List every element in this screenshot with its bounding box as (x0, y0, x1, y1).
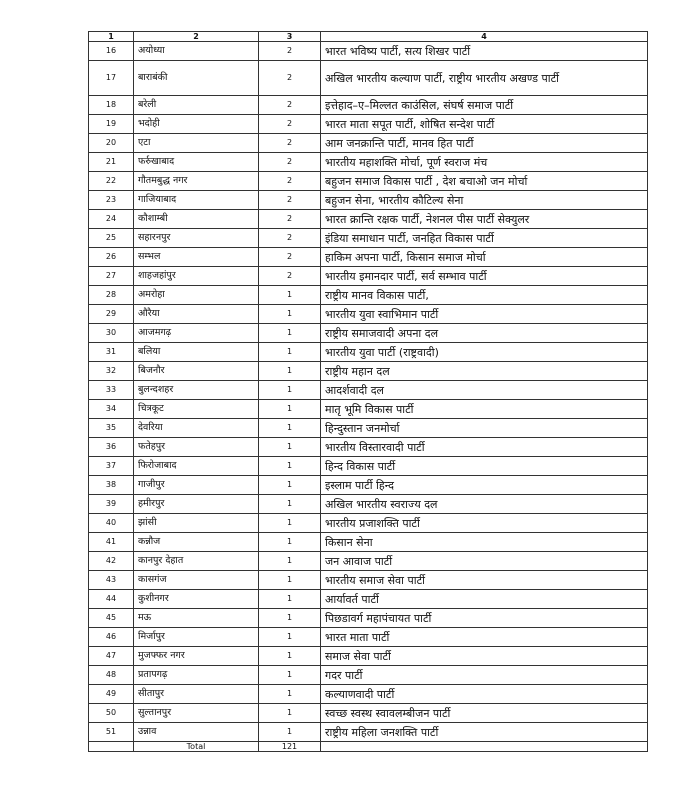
party-count-cell: 1 (259, 305, 321, 324)
table-row (89, 628, 648, 647)
table-row (89, 172, 648, 191)
serial-number-cell: 36 (89, 438, 134, 457)
table-row (89, 647, 648, 666)
party-count-cell: 2 (259, 229, 321, 248)
party-count-cell: 2 (259, 96, 321, 115)
party-count-cell: 1 (259, 324, 321, 343)
serial-number-cell: 16 (89, 42, 134, 61)
serial-number-cell: 49 (89, 685, 134, 704)
district-cell: कानपुर देहात (134, 552, 259, 571)
party-count-cell: 1 (259, 533, 321, 552)
serial-number-cell: 45 (89, 609, 134, 628)
total-empty-cell (89, 742, 134, 752)
party-count-cell: 1 (259, 628, 321, 647)
serial-number-cell: 27 (89, 267, 134, 286)
table-row (89, 362, 648, 381)
column-header-1: 1 (89, 32, 134, 42)
party-count-cell: 1 (259, 609, 321, 628)
district-cell: एटा (134, 134, 259, 153)
table-row (89, 229, 648, 248)
table-row (89, 343, 648, 362)
party-count-cell: 1 (259, 704, 321, 723)
party-names-cell: इत्तेहाद–ए–मिल्लत काउंसिल, संघर्ष समाज पार्टी (321, 96, 648, 115)
district-cell: बाराबंकी (134, 61, 259, 96)
total-empty-cell (321, 742, 648, 752)
serial-number-cell: 28 (89, 286, 134, 305)
serial-number-cell: 43 (89, 571, 134, 590)
serial-number-cell: 50 (89, 704, 134, 723)
party-names-cell: भारतीय महाशक्ति मोर्चा, पूर्ण स्वराज मंच (321, 153, 648, 172)
district-cell: गाजीपुर (134, 476, 259, 495)
district-cell: मुजफ्फर नगर (134, 647, 259, 666)
serial-number-cell: 22 (89, 172, 134, 191)
party-names-cell: राष्ट्रीय महिला जनशक्ति पार्टी (321, 723, 648, 742)
party-names-cell: अखिल भारतीय स्वराज्य दल (321, 495, 648, 514)
party-count-cell: 1 (259, 343, 321, 362)
table-row (89, 514, 648, 533)
party-names-cell: गदर पार्टी (321, 666, 648, 685)
district-cell: कुशीनगर (134, 590, 259, 609)
party-names-cell: पिछडावर्ग महापंचायत पार्टी (321, 609, 648, 628)
party-names-cell: इंडिया समाधान पार्टी, जनहित विकास पार्टी (321, 229, 648, 248)
party-names-cell: भारतीय युवा पार्टी (राष्ट्रवादी) (321, 343, 648, 362)
party-names-cell: भारत माता सपूत पार्टी, शोषित सन्देश पार्टी (321, 115, 648, 134)
district-cell: चित्रकूट (134, 400, 259, 419)
serial-number-cell: 25 (89, 229, 134, 248)
party-names-cell: अखिल भारतीय कल्याण पार्टी, राष्ट्रीय भारतीय अखण्ड पार्टी (321, 61, 648, 96)
party-names-cell: आम जनक्रान्ति पार्टी, मानव हित पार्टी (321, 134, 648, 153)
table-row (89, 286, 648, 305)
district-cell: हमीरपुर (134, 495, 259, 514)
serial-number-cell: 23 (89, 191, 134, 210)
district-cell: सीतापुर (134, 685, 259, 704)
serial-number-cell: 41 (89, 533, 134, 552)
table-row (89, 191, 648, 210)
serial-number-cell: 18 (89, 96, 134, 115)
total-row (89, 742, 648, 752)
party-names-cell: आर्यावर्त पार्टी (321, 590, 648, 609)
party-count-cell: 1 (259, 438, 321, 457)
serial-number-cell: 46 (89, 628, 134, 647)
district-cell: मऊ (134, 609, 259, 628)
table-row (89, 552, 648, 571)
district-cell: गौतमबुद्ध नगर (134, 172, 259, 191)
party-count-cell: 1 (259, 400, 321, 419)
table-row (89, 61, 648, 96)
party-count-cell: 2 (259, 134, 321, 153)
serial-number-cell: 35 (89, 419, 134, 438)
district-cell: सुल्तानपुर (134, 704, 259, 723)
table-row (89, 495, 648, 514)
table-row (89, 400, 648, 419)
party-names-cell: भारतीय विस्तारवादी पार्टी (321, 438, 648, 457)
serial-number-cell: 17 (89, 61, 134, 96)
party-names-cell: मातृ भूमि विकास पार्टी (321, 400, 648, 419)
table-row (89, 153, 648, 172)
serial-number-cell: 51 (89, 723, 134, 742)
table-row (89, 685, 648, 704)
column-header-2: 2 (134, 32, 259, 42)
table-row (89, 533, 648, 552)
district-cell: बिजनौर (134, 362, 259, 381)
party-names-cell: भारत क्रान्ति रक्षक पार्टी, नेशनल पीस पार्टी सेक्युलर (321, 210, 648, 229)
table-row (89, 704, 648, 723)
party-names-cell: हिन्दुस्तान जनमोर्चा (321, 419, 648, 438)
party-count-cell: 1 (259, 514, 321, 533)
serial-number-cell: 48 (89, 666, 134, 685)
district-cell: मिर्जापुर (134, 628, 259, 647)
district-cell: कन्नौज (134, 533, 259, 552)
serial-number-cell: 44 (89, 590, 134, 609)
column-header-4: 4 (321, 32, 648, 42)
district-cell: प्रतापगढ़ (134, 666, 259, 685)
party-count-cell: 1 (259, 552, 321, 571)
party-count-cell: 1 (259, 723, 321, 742)
district-cell: कौशाम्बी (134, 210, 259, 229)
district-cell: बरेली (134, 96, 259, 115)
district-cell: फिरोजाबाद (134, 457, 259, 476)
party-names-cell: जन आवाज पार्टी (321, 552, 648, 571)
district-cell: अयोध्या (134, 42, 259, 61)
party-names-cell: स्वच्छ स्वस्थ स्वावलम्बीजन पार्टी (321, 704, 648, 723)
district-cell: झांसी (134, 514, 259, 533)
party-count-cell: 1 (259, 362, 321, 381)
party-count-cell: 1 (259, 685, 321, 704)
serial-number-cell: 32 (89, 362, 134, 381)
table-row (89, 419, 648, 438)
table-row (89, 476, 648, 495)
table-row (89, 134, 648, 153)
table-row (89, 438, 648, 457)
party-names-cell: भारत माता पार्टी (321, 628, 648, 647)
party-count-cell: 1 (259, 476, 321, 495)
party-names-cell: भारतीय समाज सेवा पार्टी (321, 571, 648, 590)
party-count-cell: 1 (259, 381, 321, 400)
table-row (89, 324, 648, 343)
party-count-cell: 1 (259, 419, 321, 438)
party-names-cell: हाकिम अपना पार्टी, किसान समाज मोर्चा (321, 248, 648, 267)
party-names-cell: आदर्शवादी दल (321, 381, 648, 400)
party-names-cell: कल्याणवादी पार्टी (321, 685, 648, 704)
district-cell: अमरोहा (134, 286, 259, 305)
party-count-cell: 2 (259, 42, 321, 61)
serial-number-cell: 19 (89, 115, 134, 134)
party-count-cell: 2 (259, 267, 321, 286)
serial-number-cell: 37 (89, 457, 134, 476)
table-row (89, 305, 648, 324)
party-names-cell: भारतीय प्रजाशक्ति पार्टी (321, 514, 648, 533)
serial-number-cell: 40 (89, 514, 134, 533)
party-count-cell: 1 (259, 590, 321, 609)
serial-number-cell: 47 (89, 647, 134, 666)
party-names-cell: बहुजन सेना, भारतीय कौटिल्य सेना (321, 191, 648, 210)
party-names-cell: इस्लाम पार्टी हिन्द (321, 476, 648, 495)
party-table (88, 31, 648, 752)
party-count-cell: 1 (259, 457, 321, 476)
party-count-cell: 2 (259, 210, 321, 229)
party-count-cell: 1 (259, 666, 321, 685)
header-row (89, 32, 648, 42)
party-names-cell: बहुजन समाज विकास पार्टी , देश बचाओ जन मोर्चा (321, 172, 648, 191)
serial-number-cell: 33 (89, 381, 134, 400)
district-cell: आजमगढ़ (134, 324, 259, 343)
party-count-cell: 2 (259, 61, 321, 96)
table-row (89, 248, 648, 267)
total-value: 121 (259, 742, 321, 752)
district-cell: फर्रुखाबाद (134, 153, 259, 172)
district-cell: औरैया (134, 305, 259, 324)
serial-number-cell: 39 (89, 495, 134, 514)
serial-number-cell: 38 (89, 476, 134, 495)
serial-number-cell: 29 (89, 305, 134, 324)
table-row (89, 666, 648, 685)
serial-number-cell: 42 (89, 552, 134, 571)
district-cell: देवरिया (134, 419, 259, 438)
party-count-cell: 2 (259, 172, 321, 191)
district-cell: उन्नाव (134, 723, 259, 742)
district-cell: बलिया (134, 343, 259, 362)
district-cell: गाजियाबाद (134, 191, 259, 210)
table-row (89, 42, 648, 61)
party-names-cell: राष्ट्रीय समाजवादी अपना दल (321, 324, 648, 343)
party-count-cell: 2 (259, 191, 321, 210)
party-names-cell: भारत भविष्य पार्टी, सत्य शिखर पार्टी (321, 42, 648, 61)
party-names-cell: समाज सेवा पार्टी (321, 647, 648, 666)
district-cell: भदोही (134, 115, 259, 134)
table-row (89, 571, 648, 590)
serial-number-cell: 30 (89, 324, 134, 343)
party-names-cell: किसान सेना (321, 533, 648, 552)
district-cell: कासगंज (134, 571, 259, 590)
table-row (89, 267, 648, 286)
party-count-cell: 1 (259, 495, 321, 514)
table-row (89, 457, 648, 476)
table-row (89, 96, 648, 115)
party-names-cell: हिन्द विकास पार्टी (321, 457, 648, 476)
serial-number-cell: 24 (89, 210, 134, 229)
serial-number-cell: 21 (89, 153, 134, 172)
district-cell: शाहजहांपुर (134, 267, 259, 286)
district-cell: सहारनपुर (134, 229, 259, 248)
table-row (89, 723, 648, 742)
column-header-3: 3 (259, 32, 321, 42)
party-names-cell: भारतीय युवा स्वाभिमान पार्टी (321, 305, 648, 324)
district-cell: फतेहपुर (134, 438, 259, 457)
table-row (89, 590, 648, 609)
party-count-cell: 1 (259, 647, 321, 666)
party-names-cell: राष्ट्रीय महान दल (321, 362, 648, 381)
total-label: Total (134, 742, 259, 752)
serial-number-cell: 31 (89, 343, 134, 362)
table-row (89, 381, 648, 400)
party-count-cell: 1 (259, 571, 321, 590)
serial-number-cell: 34 (89, 400, 134, 419)
party-count-cell: 2 (259, 115, 321, 134)
party-names-cell: राष्ट्रीय मानव विकास पार्टी, (321, 286, 648, 305)
district-cell: सम्भल (134, 248, 259, 267)
table-row (89, 115, 648, 134)
serial-number-cell: 26 (89, 248, 134, 267)
party-count-cell: 2 (259, 248, 321, 267)
party-names-cell: भारतीय इमानदार पार्टी, सर्व सम्भाव पार्टी (321, 267, 648, 286)
party-count-cell: 1 (259, 286, 321, 305)
serial-number-cell: 20 (89, 134, 134, 153)
party-count-cell: 2 (259, 153, 321, 172)
district-cell: बुलन्दशहर (134, 381, 259, 400)
table-row (89, 210, 648, 229)
table-row (89, 609, 648, 628)
document-page (88, 31, 648, 752)
